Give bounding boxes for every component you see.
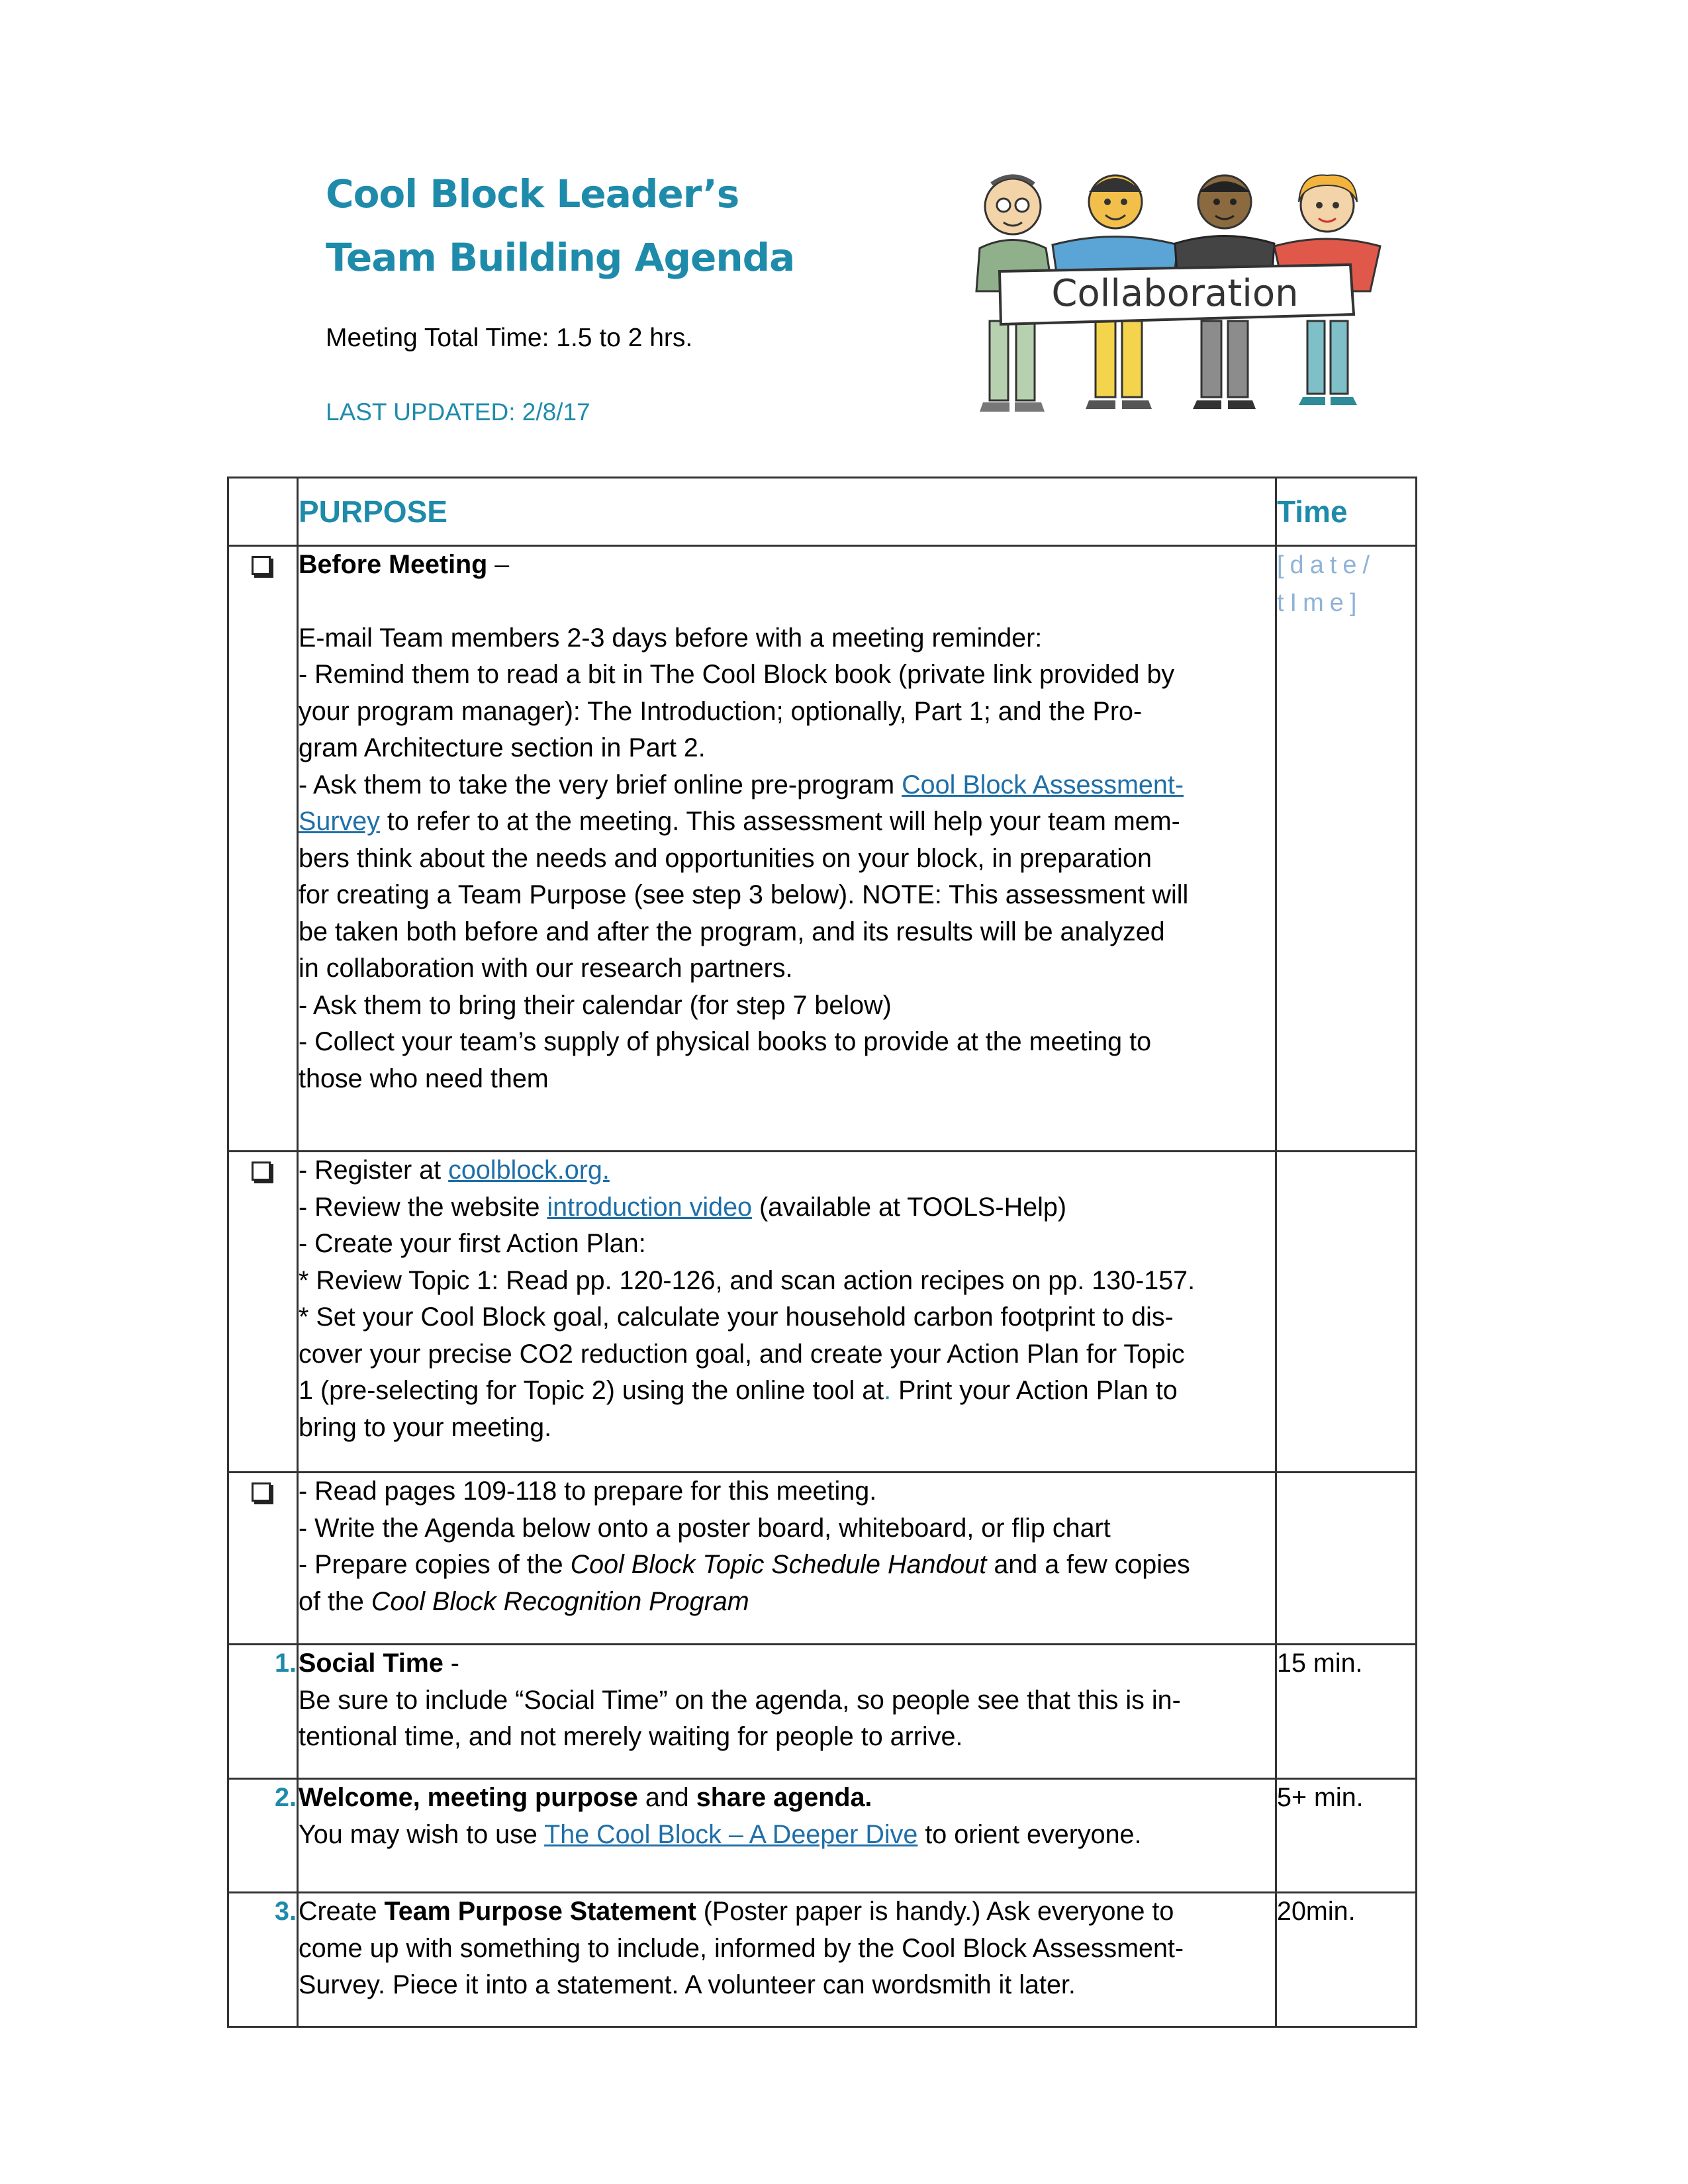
step-3-purpose <box>298 1893 1276 2027</box>
header-blank-cell <box>228 478 298 546</box>
step-3-line: Create <box>299 1897 385 1926</box>
before-line: gram Architecture section in Part 2. <box>299 733 706 762</box>
step-2-purpose <box>298 1779 1276 1893</box>
header-purpose: PURPOSE <box>298 478 1276 546</box>
register-time <box>1276 1152 1417 1473</box>
table-row-register <box>228 1152 1417 1473</box>
register-line: cover your precise CO2 reduction goal, and create your Action Plan for Topic <box>299 1339 1185 1369</box>
register-line: * Set your Cool Block goal, calculate your household carbon footprint to dis- <box>299 1302 1174 1332</box>
before-line: - Collect your team’s supply of physical books to provide at the meeting to <box>299 1027 1152 1056</box>
step-2-title: Welcome, meeting purpose <box>299 1783 638 1812</box>
register-line: * Review Topic 1: Read pp. 120-126, and scan action recipes on pp. 130-157. <box>299 1265 1196 1295</box>
before-meeting-time <box>1276 546 1417 1152</box>
deeper-dive-link[interactable]: The Cool Block – A Deeper Dive <box>544 1819 918 1849</box>
prepare-line: - Write the Agenda below onto a poster board, whiteboard, or flip chart <box>299 1513 1111 1543</box>
register-line: - Create your first Action Plan: <box>299 1229 646 1258</box>
register-line: - Review the website <box>299 1192 547 1222</box>
row-checkbox-cell <box>228 1473 298 1645</box>
collaboration-illustration <box>953 165 1390 420</box>
register-line: (available at TOOLS-Help) <box>752 1192 1066 1222</box>
date-time-placeholder-cont: tIme] <box>1277 589 1363 617</box>
before-meeting-title: Before Meeting <box>299 550 488 579</box>
page-title <box>326 162 794 289</box>
step-number: 1. <box>228 1645 298 1779</box>
register-line: - Register at <box>299 1156 449 1185</box>
coolblock-link[interactable]: coolblock.org. <box>448 1156 610 1185</box>
step-2-time: 5+ min. <box>1276 1779 1417 1893</box>
prepare-time <box>1276 1473 1417 1645</box>
before-line: in collaboration with our research partners. <box>299 954 793 983</box>
prepare-line: - Read pages 109-118 to prepare for this meeting. <box>299 1477 877 1506</box>
step-3-line: (Poster paper is handy.) Ask everyone to <box>696 1897 1174 1926</box>
prepare-line: and a few copies <box>986 1550 1190 1579</box>
before-line: bers think about the needs and opportunities on your block, in preparation <box>299 843 1152 873</box>
table-row-prepare <box>228 1473 1417 1645</box>
before-line: - Ask them to bring their calendar (for step 7 below) <box>299 990 892 1020</box>
step-number: 3. <box>228 1893 298 2027</box>
before-line: be taken both before and after the program, and its results will be analyzed <box>299 917 1165 946</box>
before-line: your program manager): The Introduction; optionally, Part 1; and the Pro- <box>299 696 1143 726</box>
checkbox-icon[interactable] <box>252 556 271 575</box>
date-time-placeholder: [date/ <box>1277 551 1376 579</box>
register-purpose <box>298 1152 1276 1473</box>
register-dot: . <box>884 1376 892 1405</box>
recognition-program: Cool Block Recognition Program <box>371 1586 749 1616</box>
table-row-step-3 <box>228 1893 1417 2027</box>
register-line: Print your Action Plan to <box>891 1376 1178 1405</box>
before-line: - Remind them to read a bit in The Cool Block book (private link provided by <box>299 660 1175 689</box>
topic-schedule-handout: Cool Block Topic Schedule Handout <box>570 1550 987 1579</box>
row-checkbox-cell <box>228 546 298 1152</box>
before-meeting-purpose <box>298 546 1276 1152</box>
prepare-purpose <box>298 1473 1276 1645</box>
banner-text: Collaboration <box>1051 272 1299 315</box>
step-1-dash: - <box>443 1649 459 1678</box>
before-line: to refer to at the meeting. This assessment will help your team mem- <box>379 807 1180 836</box>
step-3-line: come up with something to include, informed by the Cool Block Assessment- <box>299 1933 1184 1963</box>
header-time: Time <box>1276 478 1417 546</box>
step-2-and: and <box>637 1783 696 1812</box>
step-2-line: to orient everyone. <box>917 1819 1142 1849</box>
before-line: those who need them <box>299 1064 549 1093</box>
step-1-line: Be sure to include “Social Time” on the agenda, so people see that this is in- <box>299 1685 1181 1715</box>
step-2-line: You may wish to use <box>299 1819 545 1849</box>
before-line: for creating a Team Purpose (see step 3 below). NOTE: This assessment will <box>299 880 1189 909</box>
step-1-title: Social Time <box>299 1649 444 1678</box>
collaboration-banner <box>1000 265 1354 324</box>
title-line-1: Cool Block Leader’s <box>326 171 739 216</box>
step-3-title: Team Purpose Statement <box>384 1897 696 1926</box>
step-3-line: Survey. Piece it into a statement. A volunteer can wordsmith it later. <box>299 1970 1076 1999</box>
intro-video-link[interactable]: introduction video <box>547 1192 753 1222</box>
checkbox-icon[interactable] <box>252 1161 271 1181</box>
before-meeting-dash: – <box>487 550 510 579</box>
table-row-before-meeting <box>228 546 1417 1152</box>
register-line: bring to your meeting. <box>299 1412 552 1442</box>
last-updated: LAST UPDATED: 2/8/17 <box>326 398 590 426</box>
step-1-line: tentional time, and not merely waiting for people to arrive. <box>299 1722 963 1751</box>
before-line: - Ask them to take the very brief online pre-program <box>299 770 902 799</box>
step-3-time: 20min. <box>1276 1893 1417 2027</box>
before-line: E-mail Team members 2-3 days before with a meeting reminder: <box>299 623 1043 653</box>
assessment-survey-link[interactable]: Cool Block Assessment- <box>902 770 1184 799</box>
prepare-line: of the <box>299 1586 371 1616</box>
checkbox-icon[interactable] <box>252 1482 271 1502</box>
row-checkbox-cell <box>228 1152 298 1473</box>
step-1-purpose <box>298 1645 1276 1779</box>
step-2-share: share agenda. <box>696 1783 872 1812</box>
step-number: 2. <box>228 1779 298 1893</box>
register-line: 1 (pre-selecting for Topic 2) using the online tool at <box>299 1376 884 1405</box>
title-line-2: Team Building Agenda <box>326 235 795 280</box>
table-header-row <box>228 478 1417 546</box>
meeting-total-time: Meeting Total Time: 1.5 to 2 hrs. <box>326 324 693 352</box>
assessment-survey-link-cont[interactable]: Survey <box>299 807 380 836</box>
table-row-step-2 <box>228 1779 1417 1893</box>
table-row-step-1 <box>228 1645 1417 1779</box>
step-1-time: 15 min. <box>1276 1645 1417 1779</box>
agenda-table <box>227 477 1417 2028</box>
prepare-line: - Prepare copies of the <box>299 1550 571 1579</box>
